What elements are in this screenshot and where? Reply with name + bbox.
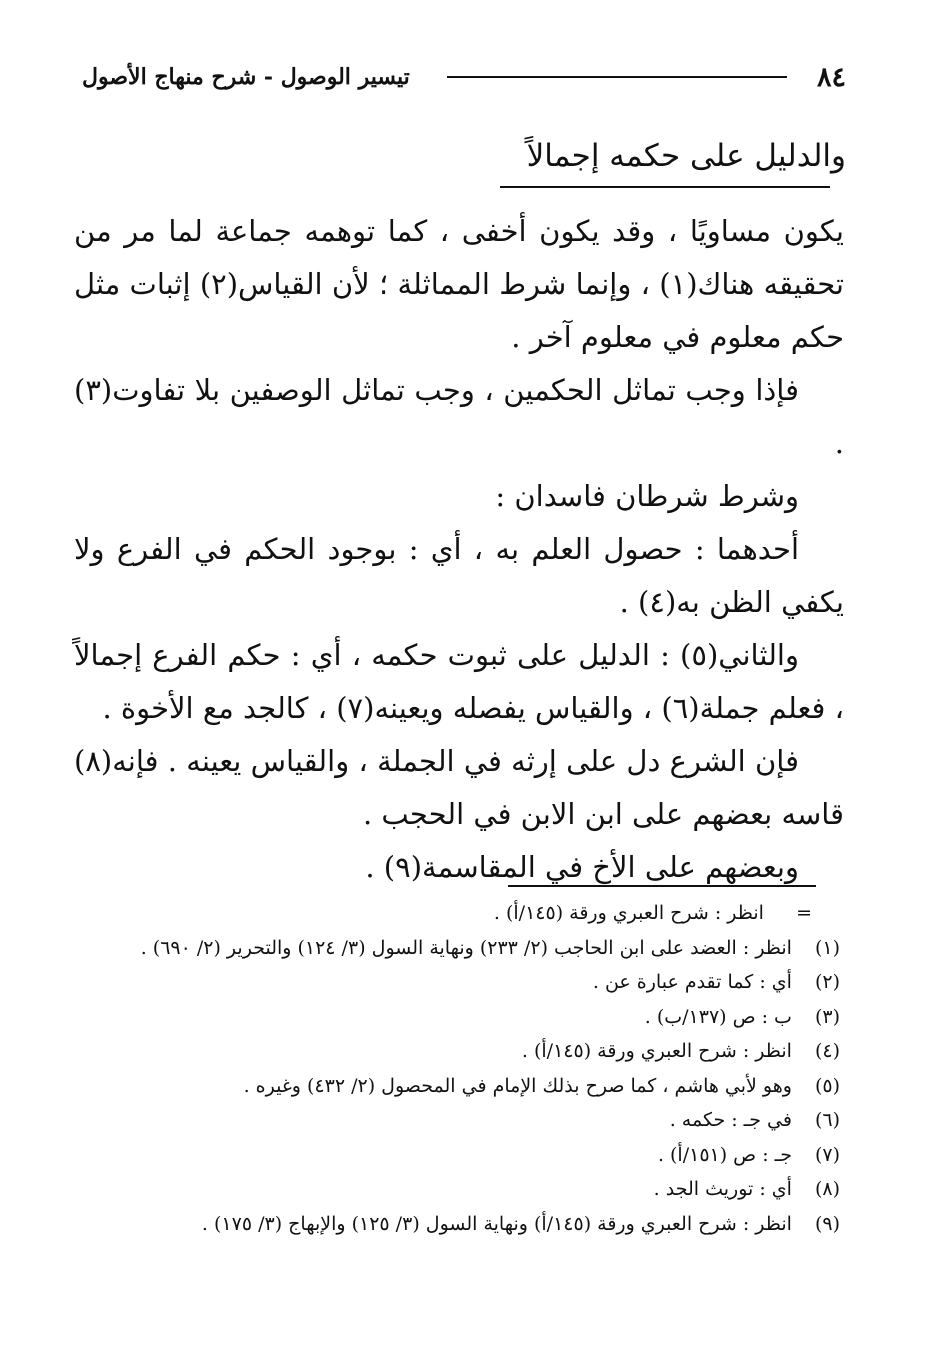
paragraph: أحدهما : حصول العلم به ، أي : بوجود الحكم في الفرع ولا يكفي الظن به(٤) .: [74, 532, 844, 619]
paragraph: فإذا وجب تماثل الحكمين ، وجب تماثل الوصفين بلا تفاوت(٣) .: [74, 373, 844, 460]
footnote-number: (٩): [814, 1212, 840, 1235]
section-heading: والدليل على حكمه إجمالاً: [526, 138, 846, 174]
footnote: [60, 1069, 840, 1104]
footnotes: [60, 896, 840, 1241]
footnote-number: (٦): [814, 1109, 840, 1131]
paragraph: وبعضهم على الأخ في المقاسمة(٩) .: [365, 850, 799, 884]
footnote-number: (٢): [814, 971, 840, 993]
footnote: [60, 1000, 840, 1035]
footnote: [60, 1138, 840, 1173]
footnote-text: في جـ : حكمه .: [669, 1109, 792, 1131]
footnote-separator: [508, 885, 816, 887]
footnote-number: (٨): [814, 1178, 840, 1200]
paragraph: يكون مساويًا ، وقد يكون أخفى ، كما توهمه جماعة لما مر من تحقيقه هناك(١) ، وإنما شرط المماثلة ؛ لأن القياس(٢) إثبات مثل حكم معلوم في معلوم آخر .: [74, 214, 844, 354]
footnote-number: (٥): [814, 1074, 840, 1097]
main-text: [74, 205, 844, 894]
footnote-number: (٧): [814, 1143, 840, 1166]
footnote-text: انظر : شرح العبري ورقة (١٤٥/أ) .: [493, 902, 764, 924]
footnote-text: أي : كما تقدم عبارة عن .: [592, 971, 792, 993]
footnote-text: وهو لأبي هاشم ، كما صرح بذلك الإمام في المحصول (٢/ ٤٣٢) وغيره .: [243, 1074, 792, 1097]
footnote-text: ب : ص (١٣٧/ب) .: [644, 1005, 792, 1028]
footnote: [60, 965, 840, 1000]
footnote: [60, 1172, 840, 1207]
footnote: [60, 931, 840, 966]
footnote-text: أي : توريث الجد .: [653, 1178, 792, 1200]
footnote-number: (٣): [814, 1005, 840, 1028]
footnote: [60, 1034, 840, 1069]
page-number: ٨٤: [816, 61, 846, 93]
footnote-number: (١): [814, 936, 840, 959]
book-title: تيسير الوصول - شرح منهاج الأصول: [82, 64, 410, 90]
paragraph: والثاني(٥) : الدليل على ثبوت حكمه ، أي : حكم الفرع إجمالاً ، فعلم جملة(٦) ، والقياس يفصله ويعينه(٧) ، كالجد مع الأخوة .: [74, 638, 844, 725]
footnote-text: انظر : شرح العبري ورقة (١٤٥/أ) .: [521, 1040, 792, 1062]
footnote-text: جـ : ص (١٥١/أ) .: [657, 1143, 792, 1166]
footnote-number: =: [796, 902, 812, 924]
paragraph: وشرط شرطان فاسدان :: [495, 479, 799, 513]
footnote-text: انظر : العضد على ابن الحاجب (٢/ ٢٣٣) ونهاية السول (٣/ ١٢٤) والتحرير (٢/ ٦٩٠) .: [140, 936, 792, 959]
heading-underline: [500, 186, 830, 188]
running-header: [82, 52, 846, 102]
header-rule: [447, 76, 787, 78]
footnote-text: انظر : شرح العبري ورقة (١٤٥/أ) ونهاية السول (٣/ ١٢٥) والإبهاج (٣/ ١٧٥) .: [201, 1212, 792, 1235]
footnote: [60, 1207, 840, 1242]
footnote-number: (٤): [814, 1040, 840, 1062]
paragraph: فإن الشرع دل على إرثه في الجملة ، والقياس يعينه . فإنه(٨) قاسه بعضهم على ابن الابن في الحجب .: [74, 744, 844, 831]
footnote: [60, 896, 840, 931]
footnote: [60, 1103, 840, 1138]
